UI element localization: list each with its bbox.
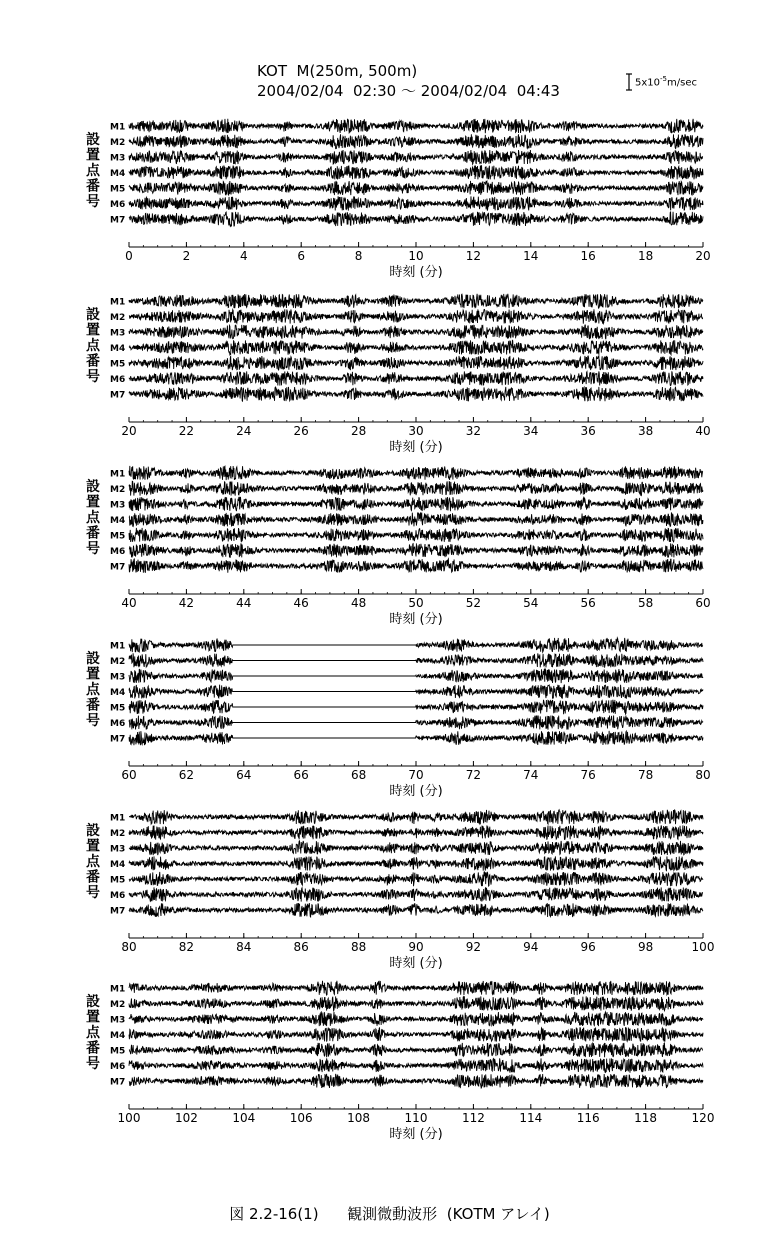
waveform-trace-m6 [129,1058,703,1072]
station-label-m4: M4 [110,1031,126,1041]
side-label-char-4: 番 [86,178,100,195]
x-tick-label: 80 [695,768,711,782]
x-tick-label: 110 [404,1111,428,1125]
x-tick-label: 10 [408,249,424,263]
x-tick-label: 94 [523,940,539,954]
scale-unit: m/sec [667,77,697,89]
station-label-m4: M4 [110,860,126,870]
waveform-trace-m5 [129,356,703,370]
x-tick-label: 114 [519,1111,543,1125]
station-label-m3: M3 [110,328,126,339]
station-label-m1: M1 [110,469,126,480]
waveform-trace-m4 [129,512,703,526]
x-tick-label: 100 [691,940,715,954]
x-tick-label: 90 [408,940,424,954]
x-tick-label: 70 [408,768,424,782]
waveform-trace-m7 [129,731,703,745]
x-tick-label: 36 [580,424,596,438]
station-label-m4: M4 [110,688,126,698]
side-label-char-1: 設 [86,479,100,495]
waveform-trace-m4 [129,1027,703,1041]
x-tick-label: 66 [293,768,309,782]
waveform-panel-1 [0,108,779,283]
station-label-m6: M6 [110,1062,126,1072]
x-axis-title: 時刻 (分) [389,784,443,799]
x-tick-label: 98 [637,940,654,954]
waveform-trace-m6 [129,887,703,901]
station-label-m2: M2 [110,485,126,495]
station-label-m2: M2 [110,138,126,148]
station-label-m4: M4 [110,516,126,526]
x-tick-label: 18 [637,249,654,263]
x-tick-label: 6 [297,249,306,263]
waveform-panel-6 [0,970,779,1145]
x-tick-label: 48 [350,596,367,610]
x-tick-label: 34 [523,424,539,438]
x-tick-label: 50 [408,596,424,610]
side-label-char-4: 番 [86,353,100,370]
waveform-trace-m1 [129,638,703,652]
x-axis-title: 時刻 (分) [389,440,443,455]
x-tick-label: 102 [174,1111,198,1125]
waveform-trace-m5 [129,528,703,542]
waveform-trace-m3 [129,1012,703,1026]
x-tick-label: 14 [523,249,539,263]
station-label-m1: M1 [110,813,126,824]
station-label-m5: M5 [110,1046,126,1057]
x-tick-label: 56 [580,596,596,610]
x-tick-label: 38 [637,424,654,438]
station-label-m3: M3 [110,1015,126,1026]
side-label-char-4: 番 [86,697,100,714]
side-label-char-2: 置 [86,838,100,855]
side-label-char-3: 点 [86,854,100,870]
station-label-m2: M2 [110,829,126,839]
station-label-m3: M3 [110,500,126,511]
waveform-trace-m2 [129,996,703,1010]
side-label-char-1: 設 [86,307,100,323]
x-tick-label: 74 [523,768,539,782]
chart-title-line-2: 2004/02/04 02:30 ～ 2004/02/04 04:43 [257,82,560,100]
waveform-trace-m3 [129,669,703,683]
station-label-m2: M2 [110,657,126,667]
side-label-char-3: 点 [86,163,100,179]
station-label-m5: M5 [110,184,126,195]
waveform-trace-m1 [129,119,703,133]
station-label-m1: M1 [110,122,126,133]
side-label-char-4: 番 [86,869,100,886]
waveform-trace-m5 [129,700,703,714]
station-label-m7: M7 [110,215,126,226]
side-label-char-5: 号 [86,541,100,557]
waveform-trace-m2 [129,309,703,323]
station-label-m6: M6 [110,719,126,729]
x-tick-label: 76 [580,768,596,782]
side-label-char-3: 点 [86,338,100,354]
waveform-trace-m4 [129,340,703,354]
x-tick-label: 16 [580,249,596,263]
waveform-trace-m6 [129,543,703,557]
station-label-m1: M1 [110,297,126,308]
side-label-char-1: 設 [86,994,100,1010]
station-label-m3: M3 [110,153,126,164]
waveform-trace-m3 [129,325,703,339]
side-label-char-2: 置 [86,1009,100,1026]
waveform-trace-m5 [129,181,703,195]
waveform-trace-m6 [129,371,703,385]
side-label-char-1: 設 [86,651,100,667]
waveform-trace-m2 [129,481,703,495]
station-label-m3: M3 [110,844,126,855]
side-label-char-2: 置 [86,147,100,164]
waveform-trace-m2 [129,134,703,148]
station-label-m1: M1 [110,984,126,995]
x-tick-label: 86 [293,940,309,954]
waveform-trace-m3 [129,150,703,164]
side-label-char-2: 置 [86,494,100,511]
x-tick-label: 52 [465,596,482,610]
x-tick-label: 32 [465,424,482,438]
side-label-char-4: 番 [86,525,100,542]
x-tick-label: 42 [178,596,195,610]
station-label-m7: M7 [110,906,126,917]
figure-caption: 図 2.2-16(1) 観測微動波形 (KOTM アレイ) [229,1205,550,1223]
side-label-char-3: 点 [86,510,100,526]
waveform-trace-m5 [129,1043,703,1057]
x-tick-label: 26 [293,424,309,438]
station-label-m6: M6 [110,375,126,385]
waveform-trace-m1 [129,810,703,824]
scale-mantissa: 5x10 [635,77,661,89]
x-axis-title: 時刻 (分) [389,265,443,280]
x-tick-label: 30 [408,424,424,438]
x-tick-label: 20 [121,424,137,438]
waveform-trace-m4 [129,856,703,870]
station-label-m7: M7 [110,390,126,401]
station-label-m3: M3 [110,672,126,683]
side-label-char-1: 設 [86,132,100,148]
x-tick-label: 64 [236,768,252,782]
station-label-m6: M6 [110,547,126,557]
station-label-m7: M7 [110,562,126,573]
x-tick-label: 44 [236,596,252,610]
side-label-char-5: 号 [86,1056,100,1072]
x-tick-label: 84 [236,940,252,954]
x-tick-label: 78 [637,768,654,782]
x-tick-label: 100 [117,1111,141,1125]
waveform-trace-m7 [129,387,703,401]
x-tick-label: 22 [178,424,195,438]
station-label-m5: M5 [110,531,126,542]
x-tick-label: 46 [293,596,309,610]
x-tick-label: 96 [580,940,596,954]
x-tick-label: 80 [121,940,137,954]
station-label-m4: M4 [110,344,126,354]
x-tick-label: 106 [289,1111,313,1125]
x-tick-label: 112 [461,1111,485,1125]
x-tick-label: 108 [347,1111,371,1125]
x-tick-label: 24 [236,424,252,438]
waveform-trace-m5 [129,872,703,886]
waveform-trace-m6 [129,715,703,729]
x-tick-label: 68 [350,768,367,782]
waveform-trace-m4 [129,165,703,179]
x-tick-label: 60 [121,768,137,782]
station-label-m2: M2 [110,1000,126,1010]
x-tick-label: 54 [523,596,539,610]
x-axis-title: 時刻 (分) [389,956,443,971]
side-label-char-5: 号 [86,885,100,901]
station-label-m6: M6 [110,200,126,210]
x-tick-label: 58 [637,596,654,610]
side-label-char-4: 番 [86,1040,100,1057]
waveform-trace-m2 [129,653,703,667]
x-tick-label: 118 [634,1111,658,1125]
x-tick-label: 92 [465,940,482,954]
x-tick-label: 82 [178,940,195,954]
x-tick-label: 12 [465,249,482,263]
x-tick-label: 4 [239,249,248,263]
x-tick-label: 28 [350,424,367,438]
waveform-trace-m3 [129,841,703,855]
waveform-trace-m1 [129,294,703,308]
station-label-m7: M7 [110,734,126,745]
waveform-trace-m7 [129,559,703,573]
x-tick-label: 72 [465,768,482,782]
x-tick-label: 0 [125,249,133,263]
x-tick-label: 62 [178,768,195,782]
station-label-m1: M1 [110,641,126,652]
x-tick-label: 8 [354,249,363,263]
waveform-trace-m3 [129,497,703,511]
x-axis-title: 時刻 (分) [389,612,443,627]
side-label-char-1: 設 [86,823,100,839]
waveform-panel-4 [0,627,779,802]
side-label-char-3: 点 [86,682,100,698]
x-tick-label: 88 [350,940,367,954]
station-label-m4: M4 [110,169,126,179]
side-label-char-3: 点 [86,1025,100,1041]
scale-exponent: -5 [660,75,667,83]
side-label-char-5: 号 [86,713,100,729]
station-label-m7: M7 [110,1077,126,1088]
waveform-trace-m6 [129,196,703,210]
x-tick-label: 104 [232,1111,256,1125]
waveform-trace-m7 [129,1074,703,1088]
side-label-char-5: 号 [86,194,100,210]
x-tick-label: 2 [182,249,191,263]
waveform-trace-m4 [129,685,703,699]
station-label-m5: M5 [110,703,126,714]
station-label-m2: M2 [110,313,126,323]
waveform-trace-m7 [129,212,703,226]
waveform-panel-2 [0,283,779,458]
x-tick-label: 116 [576,1111,600,1125]
chart-title-line-1: KOT M(250m, 500m) [257,62,418,80]
x-tick-label: 120 [691,1111,715,1125]
side-label-char-2: 置 [86,322,100,339]
x-axis-title: 時刻 (分) [389,1127,443,1142]
x-tick-label: 40 [695,424,711,438]
side-label-char-5: 号 [86,369,100,385]
side-label-char-2: 置 [86,666,100,683]
x-tick-label: 60 [695,596,711,610]
waveform-panel-3 [0,455,779,630]
station-label-m5: M5 [110,359,126,370]
waveform-trace-m1 [129,466,703,480]
station-label-m6: M6 [110,891,126,901]
waveform-trace-m2 [129,825,703,839]
x-tick-label: 20 [695,249,711,263]
waveform-trace-m1 [129,981,703,995]
waveform-trace-m7 [129,903,703,917]
waveform-panel-5 [0,799,779,974]
x-tick-label: 40 [121,596,137,610]
station-label-m5: M5 [110,875,126,886]
